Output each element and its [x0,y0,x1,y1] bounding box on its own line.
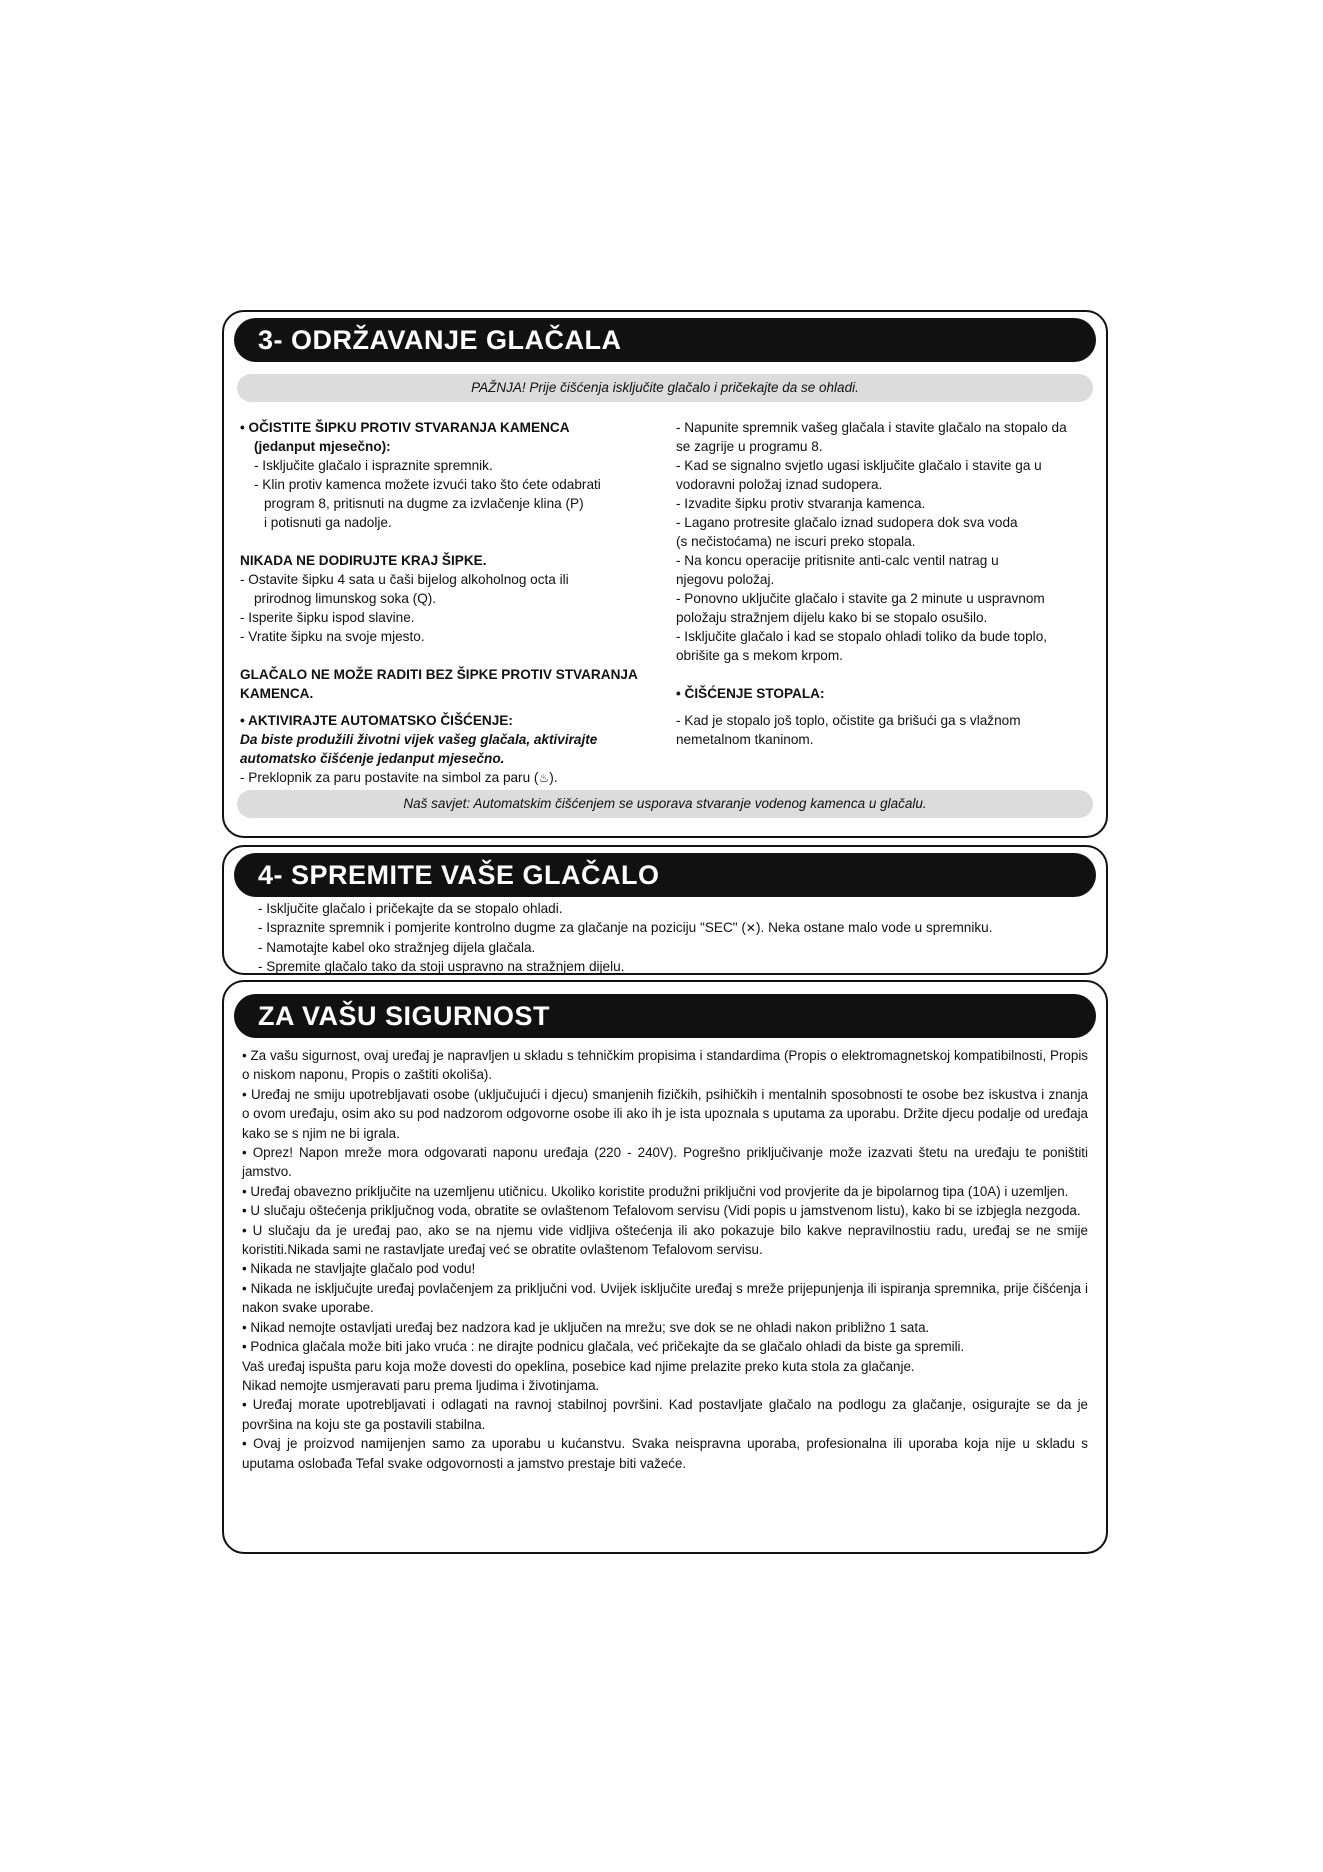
safety-paragraph: • Nikada ne isključujte uređaj povlačenjem za priključni vod. Uvijek isključite uređaj s mreže prijepunjenja ili ispiranja spremnika, prije čišćenja i nakon svake uporabe. [242,1280,1088,1316]
safety-paragraph: • Nikada ne stavljajte glačalo pod vodu! [242,1261,476,1277]
list-item: - Spremite glačalo tako da stoji uspravno na stražnjem dijelu. [258,959,625,974]
section-title: ZA VAŠU SIGURNOST [234,994,1096,1038]
list-item: - Isključite glačalo i ispraznite spremnik. [254,458,493,473]
list-item: - Kad se signalno svjetlo ugasi isključite glačalo i stavite ga u [676,458,1042,473]
list-item: se zagrije u programu 8. [676,439,823,454]
safety-panel [222,980,1108,1554]
list-item: - Vratite šipku na svoje mjesto. [240,629,425,644]
list-item: - Na koncu operacije pritisnite anti-calc ventil natrag u [676,553,999,568]
list-item: program 8, pritisnuti na dugme za izvlačenje klina (P) [264,496,584,511]
storage-panel [222,845,1108,975]
list-item: - Klin protiv kamenca možete izvući tako što ćete odabrati [254,477,601,492]
maintenance-panel [222,310,1108,838]
list-item: obrišite ga s mekom krpom. [676,648,843,663]
heading-soleplate: • ČIŠĆENJE STOPALA: [676,686,825,701]
list-item: i potisnuti ga nadolje. [264,515,392,530]
safety-paragraph: • Za vašu sigurnost, ovaj uređaj je napravljen u skladu s tehničkim propisima i standardima (Propis o elektromagnetskoj kompatibilnosti, Propis o niskom naponu, Propis o zaštiti okoliša). [242,1048,1088,1083]
safety-paragraph: • Nikad nemojte ostavljati uređaj bez nadzora kad je uključen na mrežu; sve dok se ne ohladi nakon približno 1 sata. [242,1319,930,1335]
list-item: položaju stražnjem dijelu kako bi se stopalo osušilo. [676,610,988,625]
list-item: - Kad je stopalo još toplo, očistite ga brišući ga s vlažnom [676,713,1021,728]
list-item: vodoravni položaj iznad sudopera. [676,477,883,492]
steam-icon: ♨ [538,771,550,785]
auto-clean-intro: automatsko čišćenje jedanput mjesečno. [240,751,505,766]
safety-paragraph: • Oprez! Napon mreže mora odgovarati naponu uređaja (220 - 240V). Pogrešno priključivanje može izazvati štetu na uređaju te poništiti jamstvo. [242,1145,1088,1180]
left-column [240,418,660,788]
heading-descaling: • OČISTITE ŠIPKU PROTIV STVARANJA KAMENCA [240,420,570,435]
list-item: - Namotajte kabel oko stražnjeg dijela glačala. [258,940,536,955]
list-item: - Isperite šipku ispod slavine. [240,610,415,625]
safety-paragraph: • Uređaj ne smiju upotrebljavati osobe (uključujući i djecu) smanjenih fizičkih, psihičkih i mentalnih sposobnosti te osobe bez iskustva i znanja o ovom uređaju, osim ako su pod nadzorom odgovorne osobe ili ako ih je ista upoznala s uputama za uporabu. Držite djecu podalje od uređaja kako se s njim ne bi igrala. [242,1086,1088,1141]
list-item: - Ponovno uključite glačalo i stavite ga 2 minute u uspravnom [676,591,1045,606]
safety-paragraph: • U slučaju oštećenja priključnog voda, obratite se ovlaštenom Tefalovom servisu (Vidi popis u jamstvenom listu), kako bi se izbjegla nezgoda. [242,1203,1081,1219]
safety-paragraph: • Uređaj obavezno priključite na uzemljenu utičnicu. Ukoliko koristite produžni priključni vod provjerite da je bipolarnog tipa (10A) i uzemljen. [242,1183,1069,1199]
safety-paragraph: • Podnica glačala može biti jako vruća : ne dirajte podnicu glačala, već pričekajte da se glačalo ohladi da biste ga spremili. [242,1339,965,1355]
safety-paragraph: • Uređaj morate upotrebljavati i odlagati na ravnoj stabilnoj površini. Kad postavljate glačalo na podlogu za glačanje, osigurajte se da je površina na koju ste ga postavili stabilna. [242,1397,1088,1432]
list-item: - Isključite glačalo i kad se stopalo ohladi toliko da bude toplo, [676,629,1048,644]
safety-text [242,1046,1088,1473]
right-column [676,418,1096,749]
list-item: njegovu položaj. [676,572,775,587]
heading-cannot-work-cont: KAMENCA. [240,686,314,701]
list-item: - Isključite glačalo i pričekajte da se stopalo ohladi. [258,901,563,916]
steam-off-icon: ✕ [745,921,756,935]
list-item: (s nečistoćama) ne iscuri preko stopala. [676,534,916,549]
list-item: - Napunite spremnik vašeg glačala i stavite glačalo na stopalo da [676,420,1067,435]
list-item: - Lagano protresite glačalo iznad sudopera dok sva voda [676,515,1018,530]
storage-steps [258,899,992,976]
list-item: nemetalnom tkaninom. [676,732,814,747]
warning-banner: PAŽNJA! Prije čišćenja isključite glačalo i pričekajte da se ohladi. [237,374,1093,402]
safety-paragraph: • U slučaju da je uređaj pao, ako se na njemu vide vidljiva oštećenja ili ako pokazuje bilo kakve nepravilnostiu radu, uređaj se ne smije koristiti.Nikada sami ne rastavljate uređaj već se obratite ovlaštenom Tefalovom servisu. [242,1222,1088,1258]
heading-cannot-work: GLAČALO NE MOŽE RADITI BEZ ŠIPKE PROTIV STVARANJA [240,667,638,682]
heading-descaling-sub: (jedanput mjesečno): [254,439,391,454]
list-item: prirodnog limunskog soka (Q). [254,591,437,606]
list-item: - Izvadite šipku protiv stvaranja kamenca. [676,496,926,511]
list-item: - Preklopnik za paru postavite na simbol za paru (♨). [240,770,558,785]
list-item: - Ostavite šipku 4 sata u čaši bijelog alkoholnog octa ili [240,572,569,587]
list-item: - Ispraznite spremnik i pomjerite kontrolno dugme za glačanje na poziciju "SEC" (✕). Neka ostane malo vode u spremniku. [258,920,993,935]
auto-clean-intro: Da biste produžili životni vijek vašeg glačala, aktivirajte [240,732,598,747]
section-title: 4- SPREMITE VAŠE GLAČALO [234,853,1096,897]
section-title: 3- ODRŽAVANJE GLAČALA [234,318,1096,362]
heading-auto-clean: • AKTIVIRAJTE AUTOMATSKO ČIŠĆENJE: [240,713,513,728]
safety-paragraph: • Ovaj je proizvod namijenjen samo za uporabu u kućanstvu. Svaka neispravna uporaba, profesionalna ili uporaba koja nije u skladu s uputama oslobađa Tefal svake odgovornosti a jamstvo prestaje biti važeće. [242,1436,1088,1471]
heading-never-touch: NIKADA NE DODIRUJTE KRAJ ŠIPKE. [240,553,487,568]
tip-banner: Naš savjet: Automatskim čišćenjem se usporava stvaranje vodenog kamenca u glačalu. [237,790,1093,818]
safety-paragraph: Vaš uređaj ispušta paru koja može dovesti do opeklina, posebice kad njime prelazite preko kuta stola za glačanje. [242,1358,915,1374]
safety-paragraph: Nikad nemojte usmjeravati paru prema ljudima i životinjama. [242,1377,600,1393]
